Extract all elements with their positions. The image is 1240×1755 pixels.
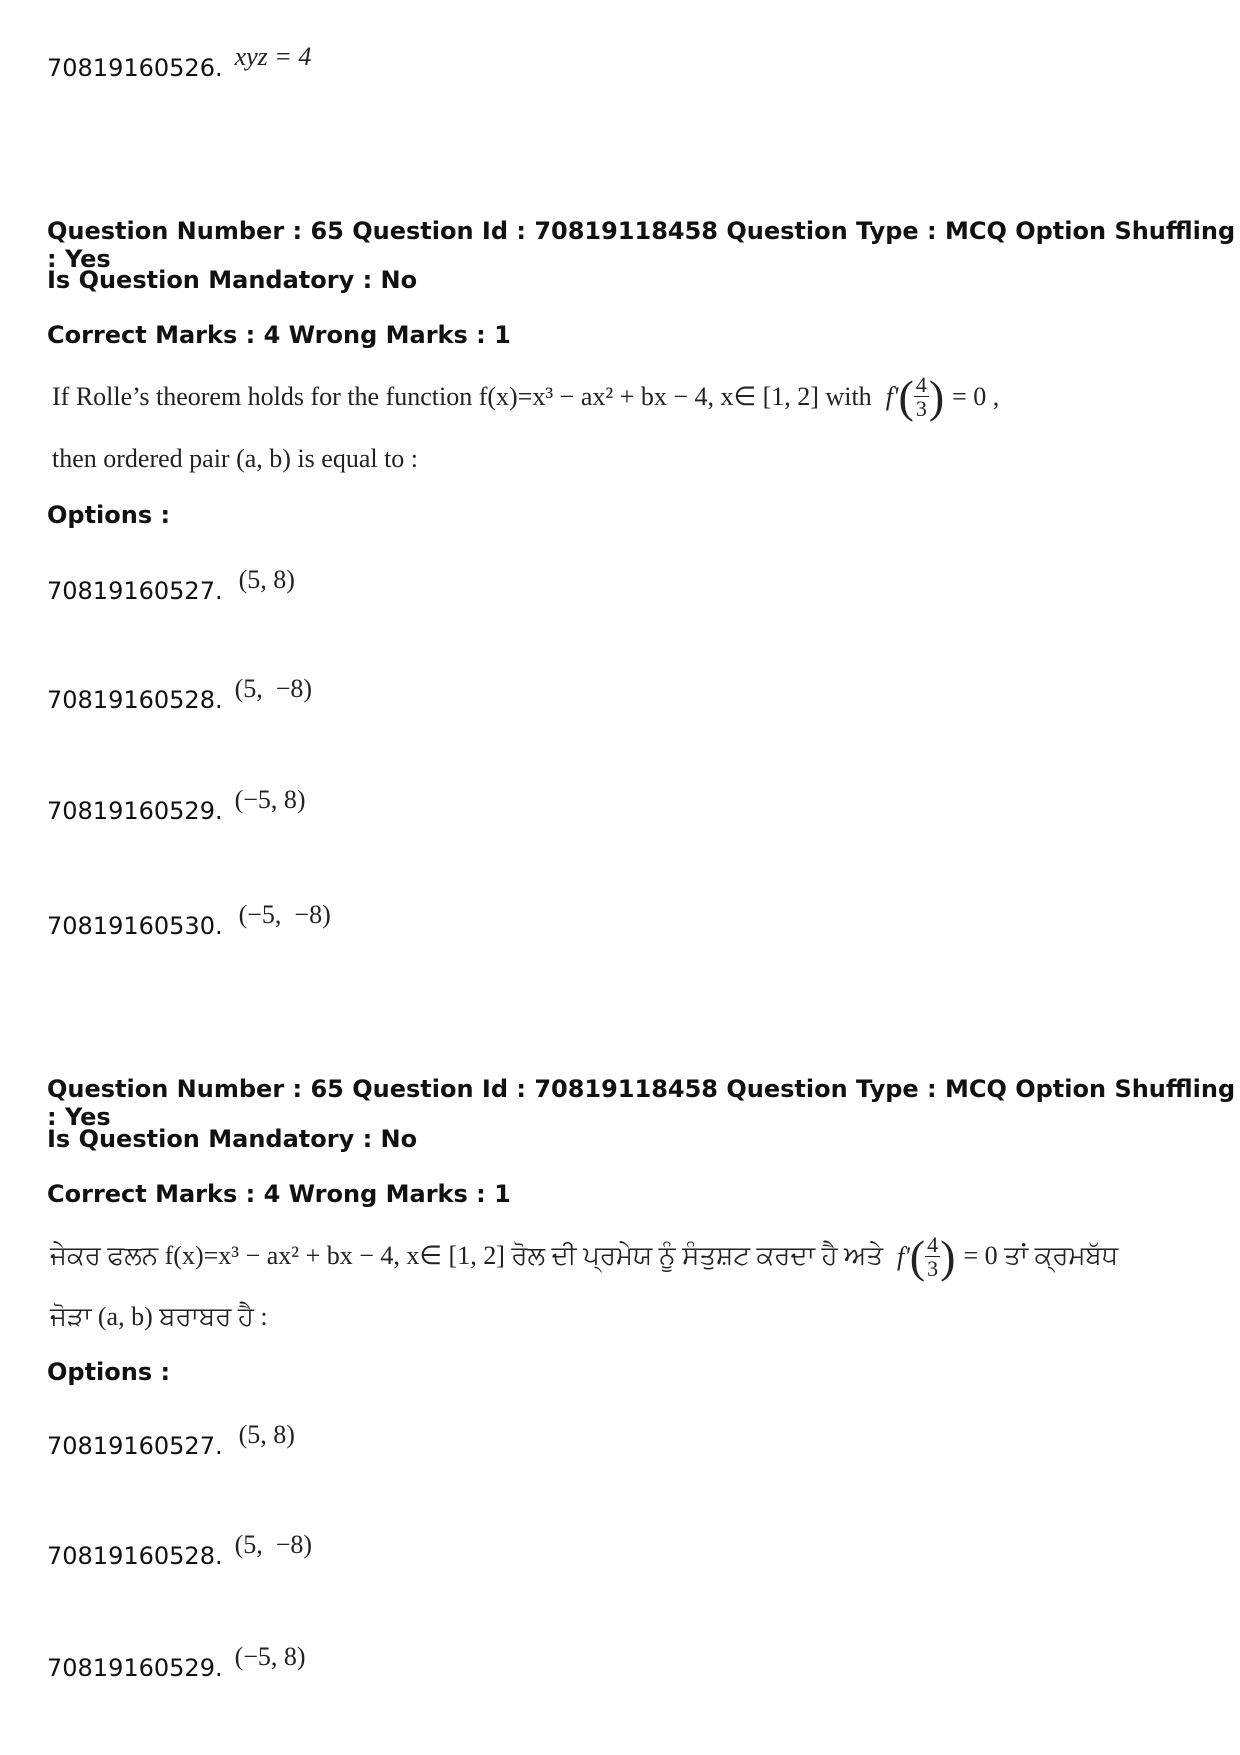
right-paren: ) [940,1231,956,1282]
option-value: (−5, 8) [234,1642,306,1671]
fraction-denominator: 3 [927,1256,939,1281]
options-label: Options : [47,1358,171,1386]
fraction [925,1233,940,1280]
option-row [47,40,311,82]
option-id: 70819160529. [47,1654,223,1682]
question-text-part2: = 0 , [952,381,1000,411]
option-id: 70819160529. [47,797,223,825]
marks-line: Correct Marks : 4 Wrong Marks : 1 [47,1180,511,1208]
left-paren: ( [909,1231,926,1282]
option-row [47,1410,295,1460]
fraction-numerator: 4 [915,371,927,397]
option-value: (−5, −8) [238,900,331,929]
f-prime: f' [896,1241,910,1271]
question-text-line1 [50,1230,1118,1283]
option-value: (5, 8) [238,1420,295,1449]
right-paren: ) [928,371,945,422]
option-row [47,555,295,605]
question-header: Question Number : 65 Question Id : 70819118458 Question Type : MCQ Option Shuffling : Yes [47,217,1236,273]
option-value: (5, −8) [234,1530,313,1559]
option-row [47,1632,306,1682]
question-text-part1: If Rolle’s theorem holds for the function f(x)=x³ − ax² + bx − 4, x∈ [1, 2] with [52,381,872,411]
option-id: 70819160530. [47,912,223,940]
mandatory-line: Is Question Mandatory : No [47,1125,418,1153]
question-text-line2: then ordered pair (a, b) is equal to : [52,444,419,473]
question-header: Question Number : 65 Question Id : 70819118458 Question Type : MCQ Option Shuffling : Yes [47,1075,1236,1131]
f-prime: f' [885,381,899,411]
option-id: 70819160528. [47,686,223,714]
option-row [47,664,312,714]
question-text-line1 [52,370,999,423]
option-value: (−5, 8) [234,785,306,814]
question-text-line2: ਜੋੜਾ (a, b) ਬਰਾਬਰ ਹੈ : [50,1302,268,1331]
option-value: (5, −8) [234,674,313,703]
option-id: 70819160528. [47,1542,223,1570]
question-text-part1: ਜੇਕਰ ਫਲਨ f(x)=x³ − ax² + bx − 4, x∈ [1, 2] ਰੋਲ ਦੀ ਪ੍ਰਮੇਯ ਨੂੰ ਸੰਤੁਸ਼ਟ ਕਰਦਾ ਹੈ ਅਤੇ [50,1241,883,1270]
option-row [47,1520,312,1570]
option-value: (5, 8) [238,565,295,594]
option-id: 70819160527. [47,577,223,605]
fraction-denominator: 3 [915,396,927,421]
mandatory-line: Is Question Mandatory : No [47,266,418,294]
option-id: 70819160527. [47,1432,223,1460]
question-text-part2: = 0 ਤਾਂ ਕ੍ਰਮਬੱਧ [963,1241,1119,1270]
option-value: xyz = 4 [234,42,312,71]
fraction [914,373,929,420]
fraction-numerator: 4 [927,1231,939,1257]
marks-line: Correct Marks : 4 Wrong Marks : 1 [47,321,511,349]
option-row [47,775,306,825]
option-row [47,890,331,940]
left-paren: ( [898,371,914,422]
option-id: 70819160526. [47,54,223,82]
options-label: Options : [47,501,171,529]
